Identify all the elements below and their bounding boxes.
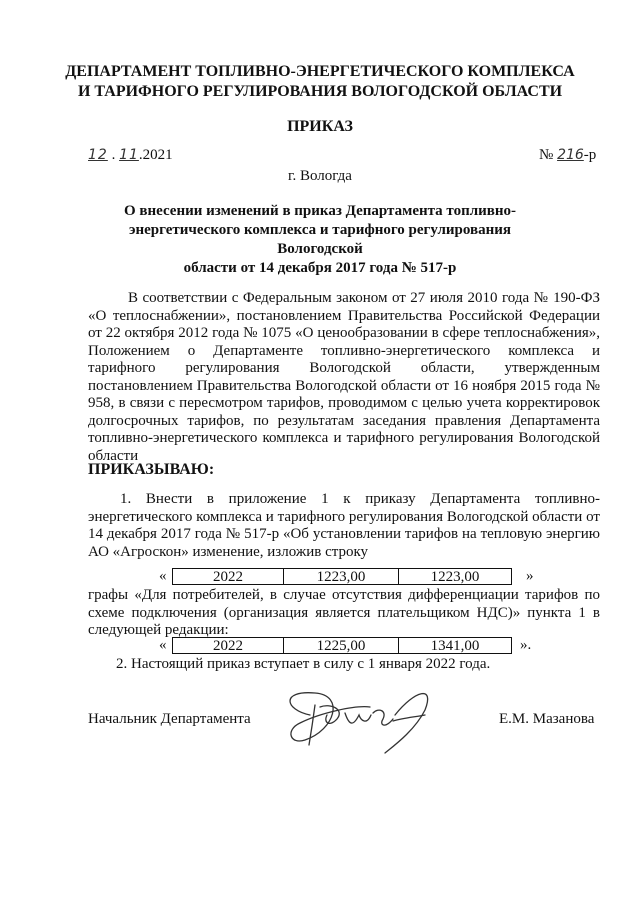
old-row-close-quote: »: [526, 568, 534, 584]
order-subject: [100, 202, 540, 278]
number-suffix: -р: [583, 147, 597, 163]
date-year: .2021: [138, 147, 173, 163]
date-month: 11: [119, 147, 139, 163]
old-row-open-quote: «: [159, 568, 167, 584]
order-directive: ПРИКАЗЫВАЮ:: [88, 461, 215, 478]
new-row-value-2: 1341,00: [398, 637, 512, 654]
order-date: 12 . 11.2021: [88, 147, 173, 163]
new-tariff-row: [88, 637, 600, 655]
signatory-title: Начальник Департамента: [88, 711, 251, 727]
header-line-1: ДЕПАРТАМЕНТ ТОПЛИВНО-ЭНЕРГЕТИЧЕСКОГО КОМПЛЕКСА: [65, 63, 575, 80]
subject-line-3: области от 14 декабря 2017 года № 517-р: [183, 260, 457, 276]
date-day: 12: [88, 147, 108, 163]
old-row-value-1: 1223,00: [283, 568, 399, 585]
new-row-open-quote: «: [159, 637, 167, 653]
number-value: 216: [557, 147, 584, 163]
preamble-paragraph: В соответствии с Федеральным законом от 27 июля 2010 года № 190-ФЗ «О теплоснабжении», постановлением Правительства Российской Федерации от 22 октября 2012 года № 1075 «О ценообразовании в сфере теплоснабжения», Положением о Департаменте топливно-энергетического комплекса и тарифного регулирования Вологодской области, утвержденным постановлением Правительства Вологодской области от 16 ноября 2015 года № 958, в связи с пересмотром тарифов, проводимом с целью учета корректировок долгосрочных тарифов, по результатам заседания правления Департамента топливно-энергетического комплекса и тарифного регулирования Вологодской области: [88, 290, 600, 464]
new-row-year: 2022: [172, 637, 284, 654]
new-row-value-1: 1225,00: [283, 637, 399, 654]
order-number: [539, 147, 596, 164]
department-header: [60, 62, 580, 102]
item-2-paragraph: 2. Настоящий приказ вступает в силу с 1 января 2022 года.: [116, 656, 491, 672]
subject-line-1: О внесении изменений в приказ Департамента топливно-: [123, 203, 517, 219]
city: г. Вологда: [288, 168, 352, 184]
document-type-title: ПРИКАЗ: [287, 118, 353, 135]
handwritten-signature: [275, 685, 455, 755]
number-prefix: №: [539, 147, 558, 163]
old-row-year: 2022: [172, 568, 284, 585]
old-row-value-2: 1223,00: [398, 568, 512, 585]
header-line-2: И ТАРИФНОГО РЕГУЛИРОВАНИЯ ВОЛОГОДСКОЙ ОБЛАСТИ: [77, 83, 563, 100]
subject-line-2: энергетического комплекса и тарифного регулирования Вологодской: [128, 222, 512, 257]
item-1-paragraph: 1. Внести в приложение 1 к приказу Департамента топливно-энергетического комплекса и тарифного регулирования Вологодской области от 14 декабря 2017 года № 517-р «Об установлении тарифов на тепловую энергию АО «Агроскон» изменение, изложив строку: [88, 491, 600, 560]
old-tariff-row: [88, 568, 600, 586]
signatory-name: Е.М. Мазанова: [499, 711, 595, 727]
item-1-continuation: графы «Для потребителей, в случае отсутствия дифференциации тарифов по схеме подключения (организация является плательщиком НДС)» пункта 1 в следующей редакции:: [88, 587, 600, 638]
new-row-close-quote: ».: [520, 637, 532, 653]
